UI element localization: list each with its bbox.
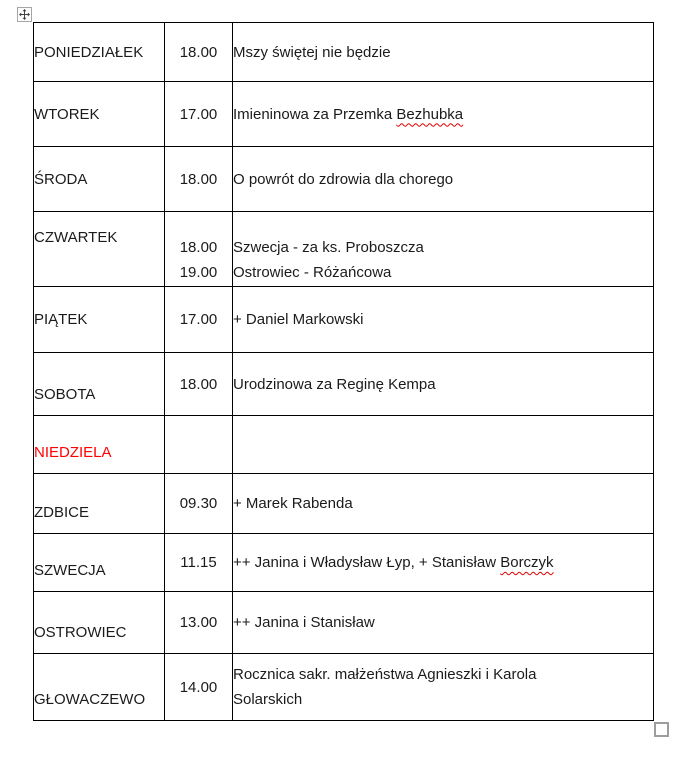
day-label: SOBOTA [34,386,96,403]
intention-text: + Marek Rabenda [233,495,353,512]
mass-time: 13.00 [179,614,218,631]
mass-time: 18.00 [179,170,218,188]
intention-text: Imieninowa za Przemka [233,105,397,123]
table-row [34,212,654,287]
mass-intention-line [233,235,653,260]
time-cell[interactable] [165,474,233,534]
intention-cell[interactable] [233,147,654,212]
day-label: ŚRODA [34,170,88,188]
time-cell[interactable] [165,592,233,654]
day-label: PONIEDZIAŁEK [34,43,144,61]
table-row [34,416,654,474]
mass-time: 14.00 [179,678,218,696]
mass-intention-line [233,662,653,687]
table-row [34,147,654,212]
intention-text: Ostrowiec - Różańcowa [233,264,392,281]
mass-time: 18.00 [179,43,218,61]
mass-time: 19.00 [179,264,218,281]
day-label: WTOREK [34,105,100,123]
mass-intention-line [233,102,653,127]
four-direction-arrows-icon [19,9,30,20]
day-cell[interactable] [34,474,165,534]
table-move-handle[interactable] [17,7,32,22]
intention-text: Solarskich [233,691,303,708]
table-row [34,23,654,82]
day-label: CZWARTEK [34,229,118,246]
intention-cell[interactable] [233,287,654,353]
mass-intention-line [233,491,653,516]
mass-intention-line [233,372,653,397]
day-cell[interactable] [34,416,165,474]
time-cell[interactable] [165,287,233,353]
intention-text: ++ Janina i Władysław Łyp, + Stanisław [233,554,501,571]
mass-time: 17.00 [179,105,218,123]
intention-text: + Daniel Markowski [233,311,364,328]
table-row [34,353,654,416]
table-row [34,287,654,353]
mass-time: 09.30 [179,495,218,512]
day-label: PIĄTEK [34,311,88,328]
mass-time: 18.00 [179,239,218,256]
table-row [34,534,654,592]
intention-cell[interactable] [233,416,654,474]
mass-intention-line [233,687,653,712]
table-row [34,82,654,147]
intention-text: O powrót do zdrowia dla chorego [233,170,454,188]
table-row [34,592,654,654]
intention-text: Rocznica sakr. małżeństwa Agnieszki i Karola [233,666,537,683]
time-cell[interactable] [165,416,233,474]
time-cell[interactable] [165,23,233,82]
misspelled-word: Borczyk [500,554,554,571]
mass-time: 11.15 [180,554,217,571]
mass-intention-line [233,610,653,635]
mass-intention-line [233,40,653,65]
mass-intention-line [233,260,653,285]
time-cell[interactable] [165,147,233,212]
day-cell[interactable] [34,592,165,654]
intention-cell[interactable] [233,353,654,416]
intention-cell[interactable] [233,534,654,592]
intention-text: ++ Janina i Stanisław [233,614,375,631]
mass-time: 17.00 [179,311,218,328]
mass-schedule-table [33,22,654,721]
intention-cell[interactable] [233,474,654,534]
mass-intention-line [233,307,653,332]
mass-intention-line [233,550,653,575]
time-cell[interactable] [165,654,233,721]
table-row [34,474,654,534]
day-cell[interactable] [34,23,165,82]
day-label: SZWECJA [34,562,106,579]
intention-cell[interactable] [233,82,654,147]
intention-cell[interactable] [233,654,654,721]
mass-schedule-body [34,23,654,721]
table-resize-handle[interactable] [654,722,669,737]
day-cell[interactable] [34,147,165,212]
intention-text: Urodzinowa za Reginę Kempa [233,375,436,393]
time-cell[interactable] [165,353,233,416]
table-row [34,654,654,721]
day-cell[interactable] [34,212,165,287]
mass-time: 18.00 [179,375,218,393]
day-cell[interactable] [34,654,165,721]
day-label: NIEDZIELA [34,444,112,461]
intention-cell[interactable] [233,212,654,287]
time-cell[interactable] [165,212,233,287]
misspelled-word: Bezhubka [396,105,464,123]
time-cell[interactable] [165,534,233,592]
time-cell[interactable] [165,82,233,147]
mass-intention-line [233,167,653,192]
intention-cell[interactable] [233,23,654,82]
day-label: GŁOWACZEWO [34,691,146,708]
day-label: OSTROWIEC [34,624,127,641]
day-cell[interactable] [34,353,165,416]
day-label: ZDBICE [34,504,90,521]
day-cell[interactable] [34,534,165,592]
day-cell[interactable] [34,287,165,353]
day-cell[interactable] [34,82,165,147]
intention-text: Szwecja - za ks. Proboszcza [233,239,424,256]
intention-text: Mszy świętej nie będzie [233,43,391,61]
intention-cell[interactable] [233,592,654,654]
